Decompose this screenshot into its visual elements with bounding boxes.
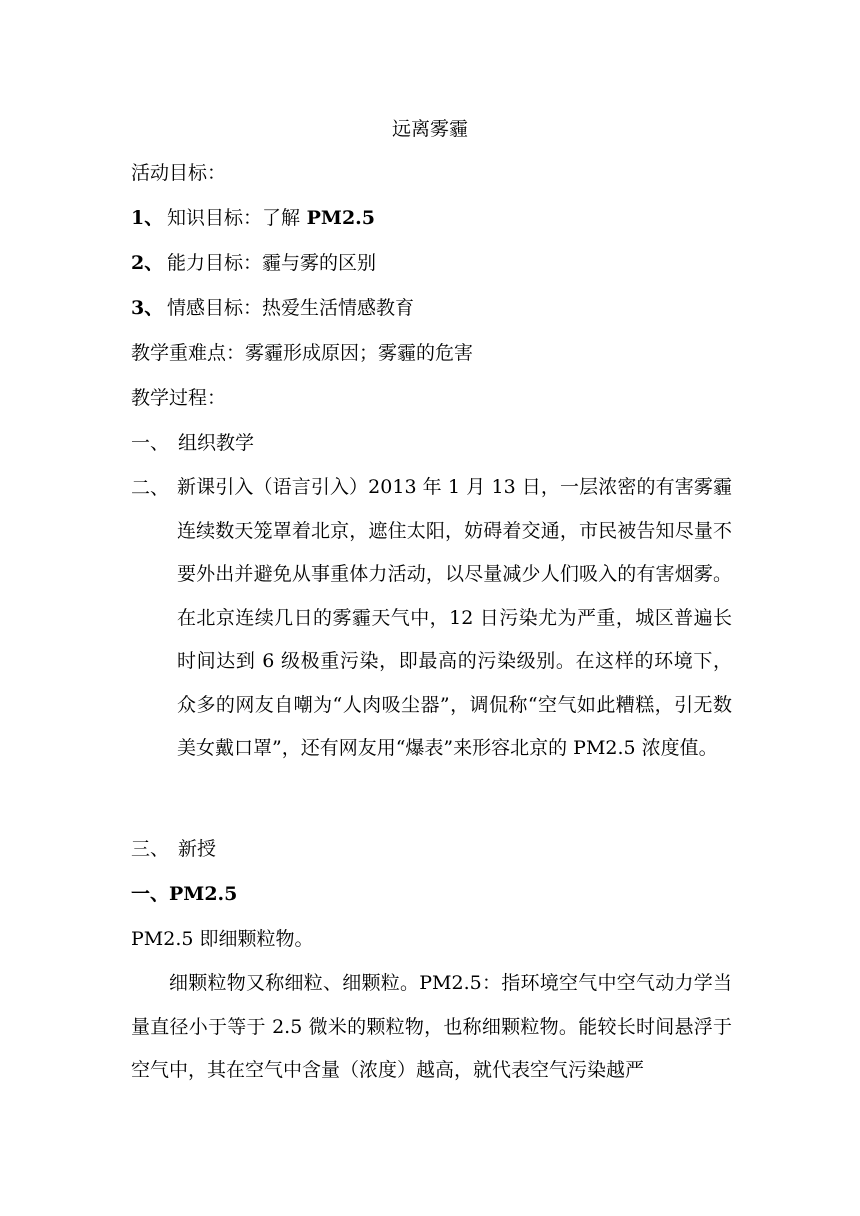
goals-heading: 活动目标： [131,162,227,184]
goal-number: 2、 [131,252,164,274]
goal-number: 3、 [131,297,164,319]
goal-item-2 [131,251,376,275]
goal-label: 情感目标：热爱生活情感教育 [167,297,415,319]
goal-label: 能力目标：霾与雾的区别 [167,252,377,274]
document-title: 远离雾霾 [391,118,468,140]
process-heading: 教学过程： [131,387,227,409]
step-3 [131,837,216,861]
body-paragraph: 细颗粒物又称细粒、细颗粒。PM2.5：指环境空气中空气动力学当量直径小于等于 2.5 微米的颗粒物，也称细颗粒物。能较长时间悬浮于空气中，其在空气中含量（浓度）越高，就代表空气污染越严 [131,972,732,1081]
step-number: 一、 [131,432,170,454]
step-1 [131,431,254,455]
step-number: 三、 [131,838,170,860]
goal-label-bold: PM2.5 [300,207,376,229]
definition-line: PM2.5 即细颗粒物。 [131,928,314,950]
section-heading-pm25: 一、PM2.5 [131,883,238,905]
goal-item-1 [131,206,375,230]
goal-number: 1、 [131,207,164,229]
step-text: 组织教学 [178,432,255,454]
key-points: 教学重难点：雾霾形成原因；雾霾的危害 [131,342,474,364]
step-text: 新授 [178,838,217,860]
step-2-number: 二、 [131,477,170,499]
goal-label: 知识目标：了解 [167,207,301,229]
goal-item-3 [131,296,414,320]
step-2-paragraph: 新课引入（语言引入）2013 年 1 月 13 日，一层浓密的有害雾霾连续数天笼罩着北京，遮住太阳，妨碍着交通，市民被告知尽量不要外出并避免从事重体力活动，以尽量减少人们吸入的有害烟雾。在北京连续几日的雾霾天气中，12 日污染尤为严重，城区普遍长时间达到 6 级极重污染，即最高的污染级别。在这样的环境下，众多的网友自嘲为“人肉吸尘器”，调侃称“空气如此糟糕，引无数美女戴口罩”，还有网友用“爆表”来形容北京的 PM2.5 浓度值。 [177,476,732,759]
